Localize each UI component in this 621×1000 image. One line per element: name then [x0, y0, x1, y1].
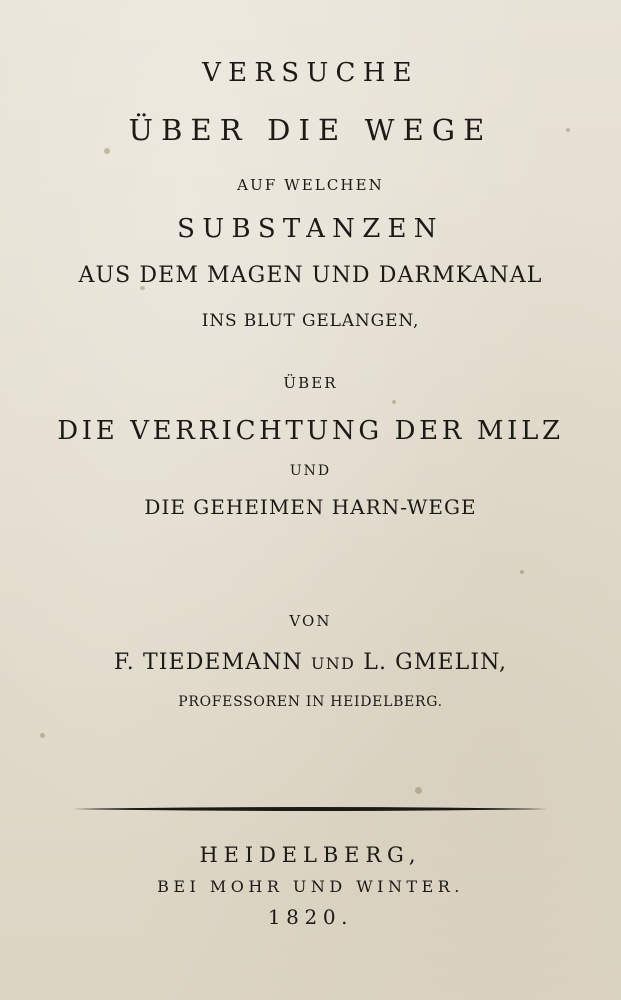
title-line-harn-wege: DIE GEHEIMEN HARN-WEGE [144, 495, 477, 519]
author-name-2: L. GMELIN, [363, 650, 508, 675]
title-line-und: UND [289, 463, 332, 479]
imprint-city: HEIDELBERG, [199, 843, 422, 867]
title-line-uber-die-wege: ÜBER DIE WEGE [128, 113, 493, 147]
paper-spot [392, 400, 396, 404]
title-line-versuche: VERSUCHE [202, 58, 419, 88]
decorative-rule [72, 806, 548, 812]
title-line-uber: ÜBER [283, 374, 338, 392]
imprint-year: 1820. [267, 905, 354, 929]
paper-spot [520, 570, 524, 574]
paper-spot [140, 286, 145, 290]
author-joiner: UND [311, 654, 356, 673]
title-line-verrichtung-der-milz: DIE VERRICHTUNG DER MILZ [57, 416, 564, 446]
title-line-auf-welchen: AUF WELCHEN [237, 176, 384, 194]
paper-spot [566, 128, 570, 132]
author-affiliation: PROFESSOREN IN HEIDELBERG. [178, 694, 443, 710]
author-line [0, 652, 621, 674]
title-line-ins-blut: INS BLUT GELANGEN, [201, 311, 420, 331]
imprint-publisher: BEI MOHR UND WINTER. [157, 877, 464, 896]
author-name-1: F. TIEDEMANN [113, 650, 303, 675]
paper-spot [104, 148, 110, 154]
title-line-substanzen: SUBSTANZEN [177, 214, 444, 244]
paper-spot [415, 787, 422, 794]
paper-spot [40, 733, 45, 738]
title-line-aus-dem-magen: AUS DEM MAGEN UND DARMKANAL [78, 263, 543, 288]
by-label: VON [289, 612, 332, 630]
